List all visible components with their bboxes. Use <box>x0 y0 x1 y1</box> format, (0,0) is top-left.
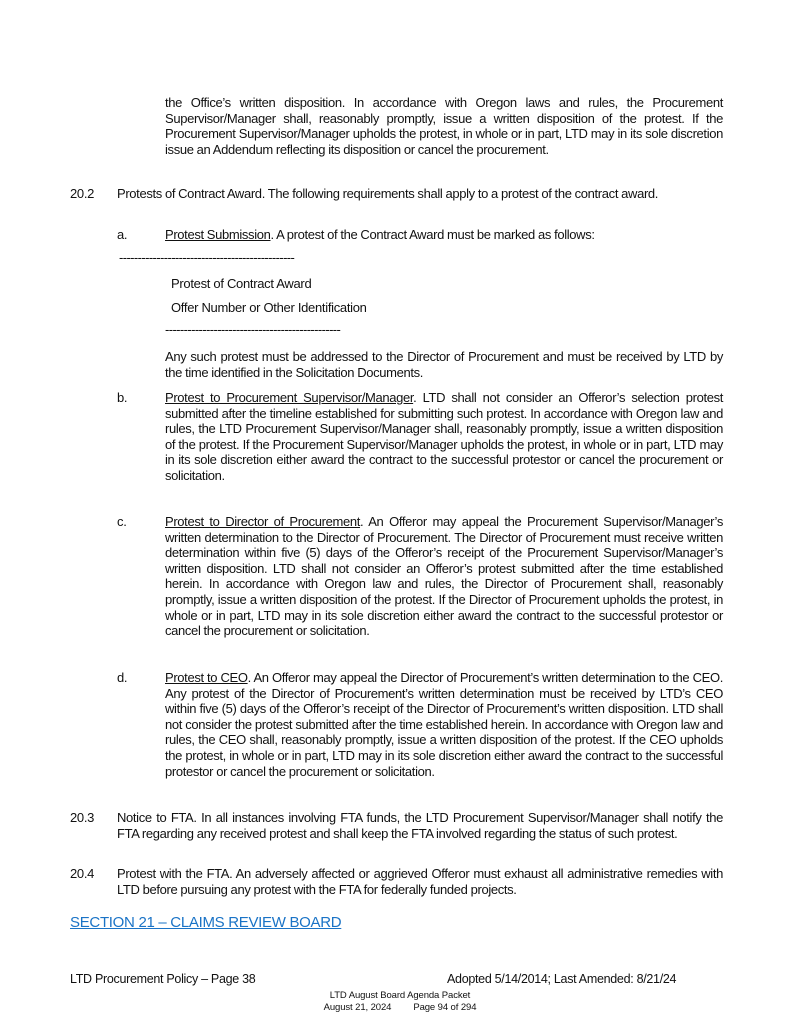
footer-right: Adopted 5/14/2014; Last Amended: 8/21/24 <box>447 972 677 986</box>
item-c-title: Protest to Director of Procurement <box>165 514 361 529</box>
item-letter-c: c. <box>117 514 127 529</box>
packet-title: LTD August Board Agenda Packet <box>329 990 471 1001</box>
item-b-body: . LTD shall not consider an Offeror’s selection protest submitted after the timeline established for submitting such protest. In accordance with Oregon law and rules, the LTD Procurement Supervisor/Manager shall, reasonably promptly, issue a written disposition of the protest. If the Procurement Supervisor/Manager upholds the protest, in whole or in part, LTD may in its sole discretion either award the contract to the successful protestor or cancel the procurement or solicitation. <box>165 390 724 483</box>
item-b-text <box>165 390 723 484</box>
item-a-title: Protest Submission <box>165 227 271 242</box>
footer-left: LTD Procurement Policy – Page 38 <box>70 972 256 986</box>
marking-line-2: Offer Number or Other Identification <box>171 300 367 315</box>
section-20-3-text: Notice to FTA. In all instances involving FTA funds, the LTD Procurement Supervisor/Manager shall notify the FTA regarding any received protest and shall keep the FTA involved regarding the status of such protest. <box>117 810 723 841</box>
dash-line-top: ----------------------------------------------- <box>119 250 295 265</box>
item-letter-b: b. <box>117 390 128 405</box>
item-d-body: . An Offeror may appeal the Director of Procurement’s written determination to the CEO. Any protest of the Director of Procurement’s written determination must be received by LTD’s CEO within five (5) days of the Offeror’s receipt of the Director of Procurement’s written disposition. LTD shall not consider the protest submitted after the time established herein. In accordance with Oregon law and rules, the CEO shall, reasonably promptly, issue a written disposition of the protest. If the CEO upholds the protest, in whole or in part, LTD may in its sole discretion either award the contract to the successful protestor or cancel the procurement or solicitation. <box>165 670 723 779</box>
section-20-4-text: Protest with the FTA. An adversely affected or aggrieved Offeror must exhaust all administrative remedies with LTD before pursuing any protest with the FTA for federally funded projects. <box>117 866 723 897</box>
section-number-20-4: 20.4 <box>70 866 95 881</box>
item-c-text <box>165 514 723 639</box>
packet-date-page <box>0 1002 800 1013</box>
packet-page: Page 94 of 294 <box>413 1002 477 1013</box>
continued-paragraph: the Office’s written disposition. In accordance with Oregon laws and rules, the Procurement Supervisor/Manager shall, reasonably promptly, issue a written disposition of the protest. If the Procurement Supervisor/Manager upholds the protest, in whole or in part, LTD may in its sole discretion issue an Addendum reflecting its disposition or cancel the procurement. <box>165 95 723 157</box>
item-d-title: Protest to CEO <box>165 670 248 685</box>
item-a-followup: Any such protest must be addressed to the Director of Procurement and must be received by LTD by the time identified in the Solicitation Documents. <box>165 349 723 380</box>
section-20-2-text: Protests of Contract Award. The following requirements shall apply to a protest of the contract award. <box>117 186 659 201</box>
item-c-body: . An Offeror may appeal the Procurement Supervisor/Manager’s written determination to the Director of Procurement. The Director of Procurement must receive written determination within five (5) days of the Offeror’s receipt of the Procurement Supervisor/Manager’s written disposition. LTD shall not consider an Offeror’s protest submitted after the time established herein. In accordance with Oregon law and rules, the Director of Procurement shall, reasonably promptly, issue a written disposition of the protest. If the Director of Procurement upholds the protest, in whole or in part, LTD may in its sole discretion either award the contract to the successful protestor or cancel the procurement or solicitation. <box>165 514 724 639</box>
item-a-text <box>165 227 723 243</box>
item-letter-d: d. <box>117 670 128 685</box>
section-21-link[interactable]: SECTION 21 – CLAIMS REVIEW BOARD <box>70 914 342 931</box>
item-letter-a: a. <box>117 227 128 242</box>
section-number-20-3: 20.3 <box>70 810 95 825</box>
marking-line-1: Protest of Contract Award <box>171 276 312 291</box>
dash-line-bottom: ----------------------------------------------- <box>165 322 341 337</box>
item-b-title: Protest to Procurement Supervisor/Manager <box>165 390 414 405</box>
item-d-text <box>165 670 723 779</box>
packet-date: August 21, 2024 <box>323 1002 392 1013</box>
item-a-body: . A protest of the Contract Award must be marked as follows: <box>270 227 595 242</box>
section-number-20-2: 20.2 <box>70 186 95 201</box>
